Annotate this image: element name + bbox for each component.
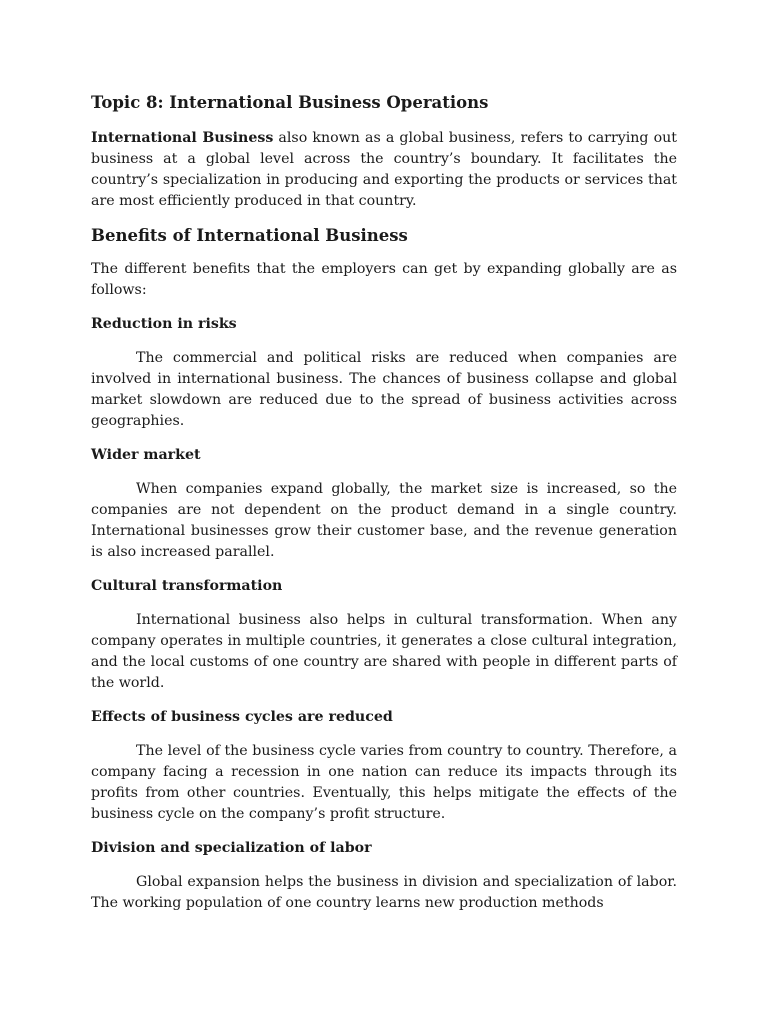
section-heading-cultural-transformation: Cultural transformation (91, 578, 283, 594)
section-heading-business-cycles: Effects of business cycles are reduced (91, 709, 393, 725)
section-paragraph-reduction-in-risks: The commercial and political risks are reduced when companies are involved in international business. The chances of business collapse and global market slowdown are reduced due to the spread of business activities across geographies. (91, 350, 677, 429)
section-paragraph-business-cycles: The level of the business cycle varies from country to country. Therefore, a company facing a recession in one nation can reduce its impacts through its profits from other countries. Eventually, this helps mitigate the effects of the business cycle on the company’s profit structure. (91, 743, 677, 822)
intro-text: also known as a global business, refers to carrying out business at a global level across the country’s boundary. It facilitates the country’s specialization in producing and exporting the products or services that are most efficiently produced in that country. (91, 130, 677, 209)
intro-paragraph (91, 128, 677, 212)
section-paragraph-wider-market: When companies expand globally, the market size is increased, so the companies are not dependent on the product demand in a single country. International businesses grow their customer base, and the revenue generation is also increased parallel. (91, 481, 677, 560)
benefits-lead-paragraph: The different benefits that the employers can get by expanding globally are as follows: (91, 261, 677, 298)
benefits-title: Benefits of International Business (91, 226, 408, 245)
topic-title: Topic 8: International Business Operations (91, 93, 489, 112)
section-heading-division-of-labor: Division and specialization of labor (91, 840, 372, 856)
section-heading-wider-market: Wider market (91, 447, 201, 463)
section-heading-reduction-in-risks: Reduction in risks (91, 316, 237, 332)
section-paragraph-cultural-transformation: International business also helps in cultural transformation. When any company operates in multiple countries, it generates a close cultural integration, and the local customs of one country are shared with people in different parts of the world. (91, 612, 677, 691)
section-paragraph-division-of-labor: Global expansion helps the business in division and specialization of labor. The working population of one country learns new production methods (91, 874, 677, 911)
intro-term: International Business (91, 130, 274, 146)
